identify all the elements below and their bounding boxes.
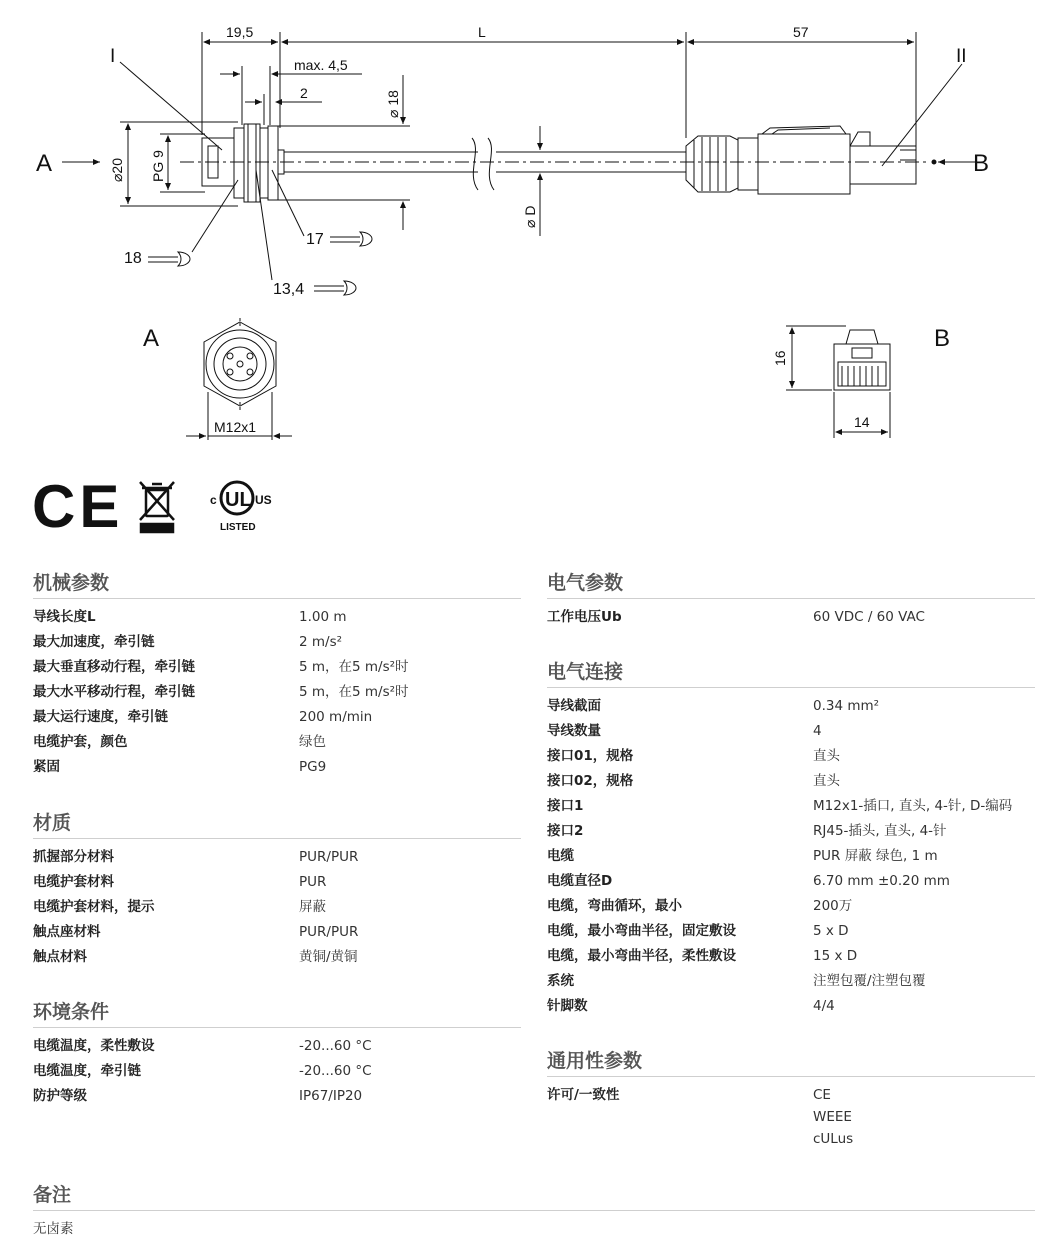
section-divider: [33, 1027, 521, 1028]
wrench-size-13-4: 13,4: [273, 281, 305, 298]
weee-bin-icon: [140, 482, 174, 532]
row-key: 电缆，最小弯曲半径，柔性敷设: [547, 948, 736, 964]
section-divider: [547, 1076, 1035, 1077]
row-value: 5 m，在5 m/s²时: [299, 684, 409, 700]
dim-16: 16: [772, 350, 788, 366]
section-divider: [33, 838, 521, 839]
dim-L: L: [478, 24, 486, 40]
table-row: [547, 869, 1035, 894]
svg-text:CE: CE: [32, 473, 124, 540]
table-row: [33, 655, 521, 680]
table-row: [33, 680, 521, 705]
electrical-section: [547, 568, 1035, 630]
row-key: 电缆，最小弯曲半径，固定敷设: [547, 923, 736, 939]
row-key: 最大加速度，牵引链: [33, 634, 155, 650]
row-key: 接口1: [547, 798, 584, 814]
svg-text:c: c: [210, 493, 217, 507]
row-value: PUR/PUR: [299, 924, 359, 940]
row-key: 导线截面: [547, 698, 601, 714]
row-value: 200万: [813, 898, 853, 914]
row-key: 最大垂直移动行程，牵引链: [33, 659, 195, 675]
row-key: 最大运行速度，牵引链: [33, 709, 168, 725]
row-key: 电缆温度，柔性敷设: [33, 1038, 155, 1054]
row-value: 60 VDC / 60 VAC: [813, 609, 925, 625]
table-row: [547, 969, 1035, 994]
notes-text: 无卤素: [33, 1221, 74, 1237]
row-value: PUR/PUR: [299, 849, 359, 865]
row-key: 电缆护套材料，提示: [33, 899, 155, 915]
notes-section: [33, 1180, 1035, 1237]
row-key: 电缆，弯曲循环，最小: [547, 898, 682, 914]
table-row: [33, 945, 521, 970]
dim-57: 57: [793, 24, 809, 40]
material-table: [33, 845, 521, 970]
material-section: [33, 808, 521, 970]
table-row: [33, 755, 521, 780]
connection-table: [547, 694, 1035, 1019]
row-key: 触点材料: [33, 949, 87, 965]
table-row: [547, 894, 1035, 919]
dim-dia-D: ⌀ D: [522, 205, 538, 228]
connection-section: [547, 657, 1035, 1019]
approval-weee: WEEE: [813, 1109, 852, 1125]
row-value: RJ45-插头, 直头, 4-针: [813, 823, 947, 839]
svg-text:LISTED: LISTED: [220, 522, 256, 533]
dim-dia-18: ⌀ 18: [385, 90, 401, 118]
row-value: 5 m，在5 m/s²时: [299, 659, 409, 675]
section-divider: [33, 598, 521, 599]
dim-14: 14: [854, 414, 870, 430]
row-value: 15 x D: [813, 948, 858, 964]
table-row: [33, 920, 521, 945]
row-key: 触点座材料: [33, 924, 101, 940]
row-value: PUR 屏蔽 绿色, 1 m: [813, 848, 938, 864]
row-key: 电缆直径D: [547, 873, 613, 889]
wrench-size-17: 17: [306, 231, 324, 248]
environment-table: [33, 1034, 521, 1109]
table-row: [547, 944, 1035, 969]
row-key: 工作电压Ub: [547, 609, 622, 625]
row-value: -20...60 °C: [299, 1063, 372, 1079]
row-key: 防护等级: [33, 1088, 87, 1104]
row-key: 针脚数: [547, 998, 588, 1014]
table-row: [33, 605, 521, 630]
table-row: [547, 769, 1035, 794]
notes-title: 备注: [33, 1184, 72, 1206]
ul-listed-icon: [210, 482, 272, 533]
table-row: [547, 919, 1035, 944]
table-row: [33, 870, 521, 895]
table-row: [547, 694, 1035, 719]
row-key: 导线数量: [547, 723, 601, 739]
section-divider: [33, 1210, 1035, 1211]
row-value: 1.00 m: [299, 609, 347, 625]
dim-19-5: 19,5: [226, 24, 254, 40]
row-key: 系统: [547, 973, 574, 989]
row-value: 黄铜/黄铜: [299, 949, 358, 965]
row-key: 抓握部分材料: [33, 849, 114, 865]
table-row: [33, 1059, 521, 1084]
svg-text:UL: UL: [225, 489, 252, 511]
approval-row: [547, 1083, 1035, 1150]
row-key: 电缆: [547, 848, 574, 864]
row-key: 接口02，规格: [547, 773, 634, 789]
row-value: 4: [813, 723, 822, 739]
table-row: [33, 1084, 521, 1109]
approval-culus: cULus: [813, 1131, 854, 1147]
row-key: 导线长度L: [33, 609, 96, 625]
table-row: [33, 845, 521, 870]
row-value: IP67/IP20: [299, 1088, 363, 1104]
row-value: 绿色: [299, 734, 326, 750]
approval-ce: CE: [813, 1087, 831, 1103]
material-title: 材质: [33, 812, 72, 834]
row-value: 注塑包覆/注塑包覆: [813, 973, 926, 989]
row-key: 紧固: [33, 759, 60, 775]
row-value: 0.34 mm²: [813, 698, 880, 714]
label-A-side: A: [36, 150, 53, 177]
section-divider: [547, 687, 1035, 688]
row-value: M12x1-插口, 直头, 4-针, D-编码: [813, 798, 1013, 814]
connection-title: 电气连接: [547, 661, 624, 683]
row-value: 5 x D: [813, 923, 849, 939]
row-key: 电缆护套材料: [33, 874, 114, 890]
row-key: 电缆温度，牵引链: [33, 1063, 141, 1079]
label-II: II: [956, 46, 967, 67]
mechanical-title: 机械参数: [33, 572, 110, 594]
approval-values: [813, 1083, 853, 1150]
wrench-size-18: 18: [124, 250, 142, 267]
row-value: 4/4: [813, 998, 835, 1014]
mechanical-table: [33, 605, 521, 780]
view-B-label: B: [934, 325, 951, 352]
row-value: -20...60 °C: [299, 1038, 372, 1054]
table-row: [547, 794, 1035, 819]
general-section: [547, 1046, 1035, 1150]
electrical-title: 电气参数: [547, 572, 624, 594]
row-key: 接口2: [547, 823, 584, 839]
view-A-label: A: [143, 325, 160, 352]
environment-title: 环境条件: [33, 1001, 110, 1023]
table-row: [33, 630, 521, 655]
dim-2: 2: [300, 85, 308, 101]
row-value: 6.70 mm ±0.20 mm: [813, 873, 950, 889]
table-row: [547, 844, 1035, 869]
row-key: 电缆护套，颜色: [33, 734, 128, 750]
label-I: I: [110, 46, 116, 67]
table-row: [547, 605, 1035, 630]
table-row: [547, 719, 1035, 744]
svg-text:US: US: [255, 493, 272, 507]
row-value: 直头: [813, 773, 840, 789]
table-row: [547, 744, 1035, 769]
approval-key: 许可/一致性: [547, 1087, 620, 1103]
dim-dia-20: ⌀20: [109, 157, 125, 182]
row-value: PG9: [299, 759, 327, 775]
technical-drawing: [0, 0, 1063, 545]
table-row: [33, 1034, 521, 1059]
row-value: PUR: [299, 874, 327, 890]
mechanical-section: [33, 568, 521, 780]
table-row: [33, 705, 521, 730]
table-row: [547, 819, 1035, 844]
section-divider: [547, 598, 1035, 599]
row-key: 接口01，规格: [547, 748, 634, 764]
row-value: 2 m/s²: [299, 634, 343, 650]
dim-max-4-5: max. 4,5: [294, 57, 348, 73]
row-key: 最大水平移动行程，牵引链: [33, 684, 195, 700]
dim-pg9: PG 9: [150, 150, 166, 182]
electrical-table: [547, 605, 1035, 630]
table-row: [547, 994, 1035, 1019]
table-row: [33, 730, 521, 755]
row-value: 直头: [813, 748, 840, 764]
general-title: 通用性参数: [547, 1050, 643, 1072]
label-B-side: B: [973, 150, 990, 177]
ce-mark-icon: [32, 473, 123, 540]
dim-m12x1: M12x1: [214, 419, 257, 435]
environment-section: [33, 997, 521, 1109]
table-row: [33, 895, 521, 920]
row-value: 屏蔽: [299, 899, 326, 915]
row-value: 200 m/min: [299, 709, 373, 725]
